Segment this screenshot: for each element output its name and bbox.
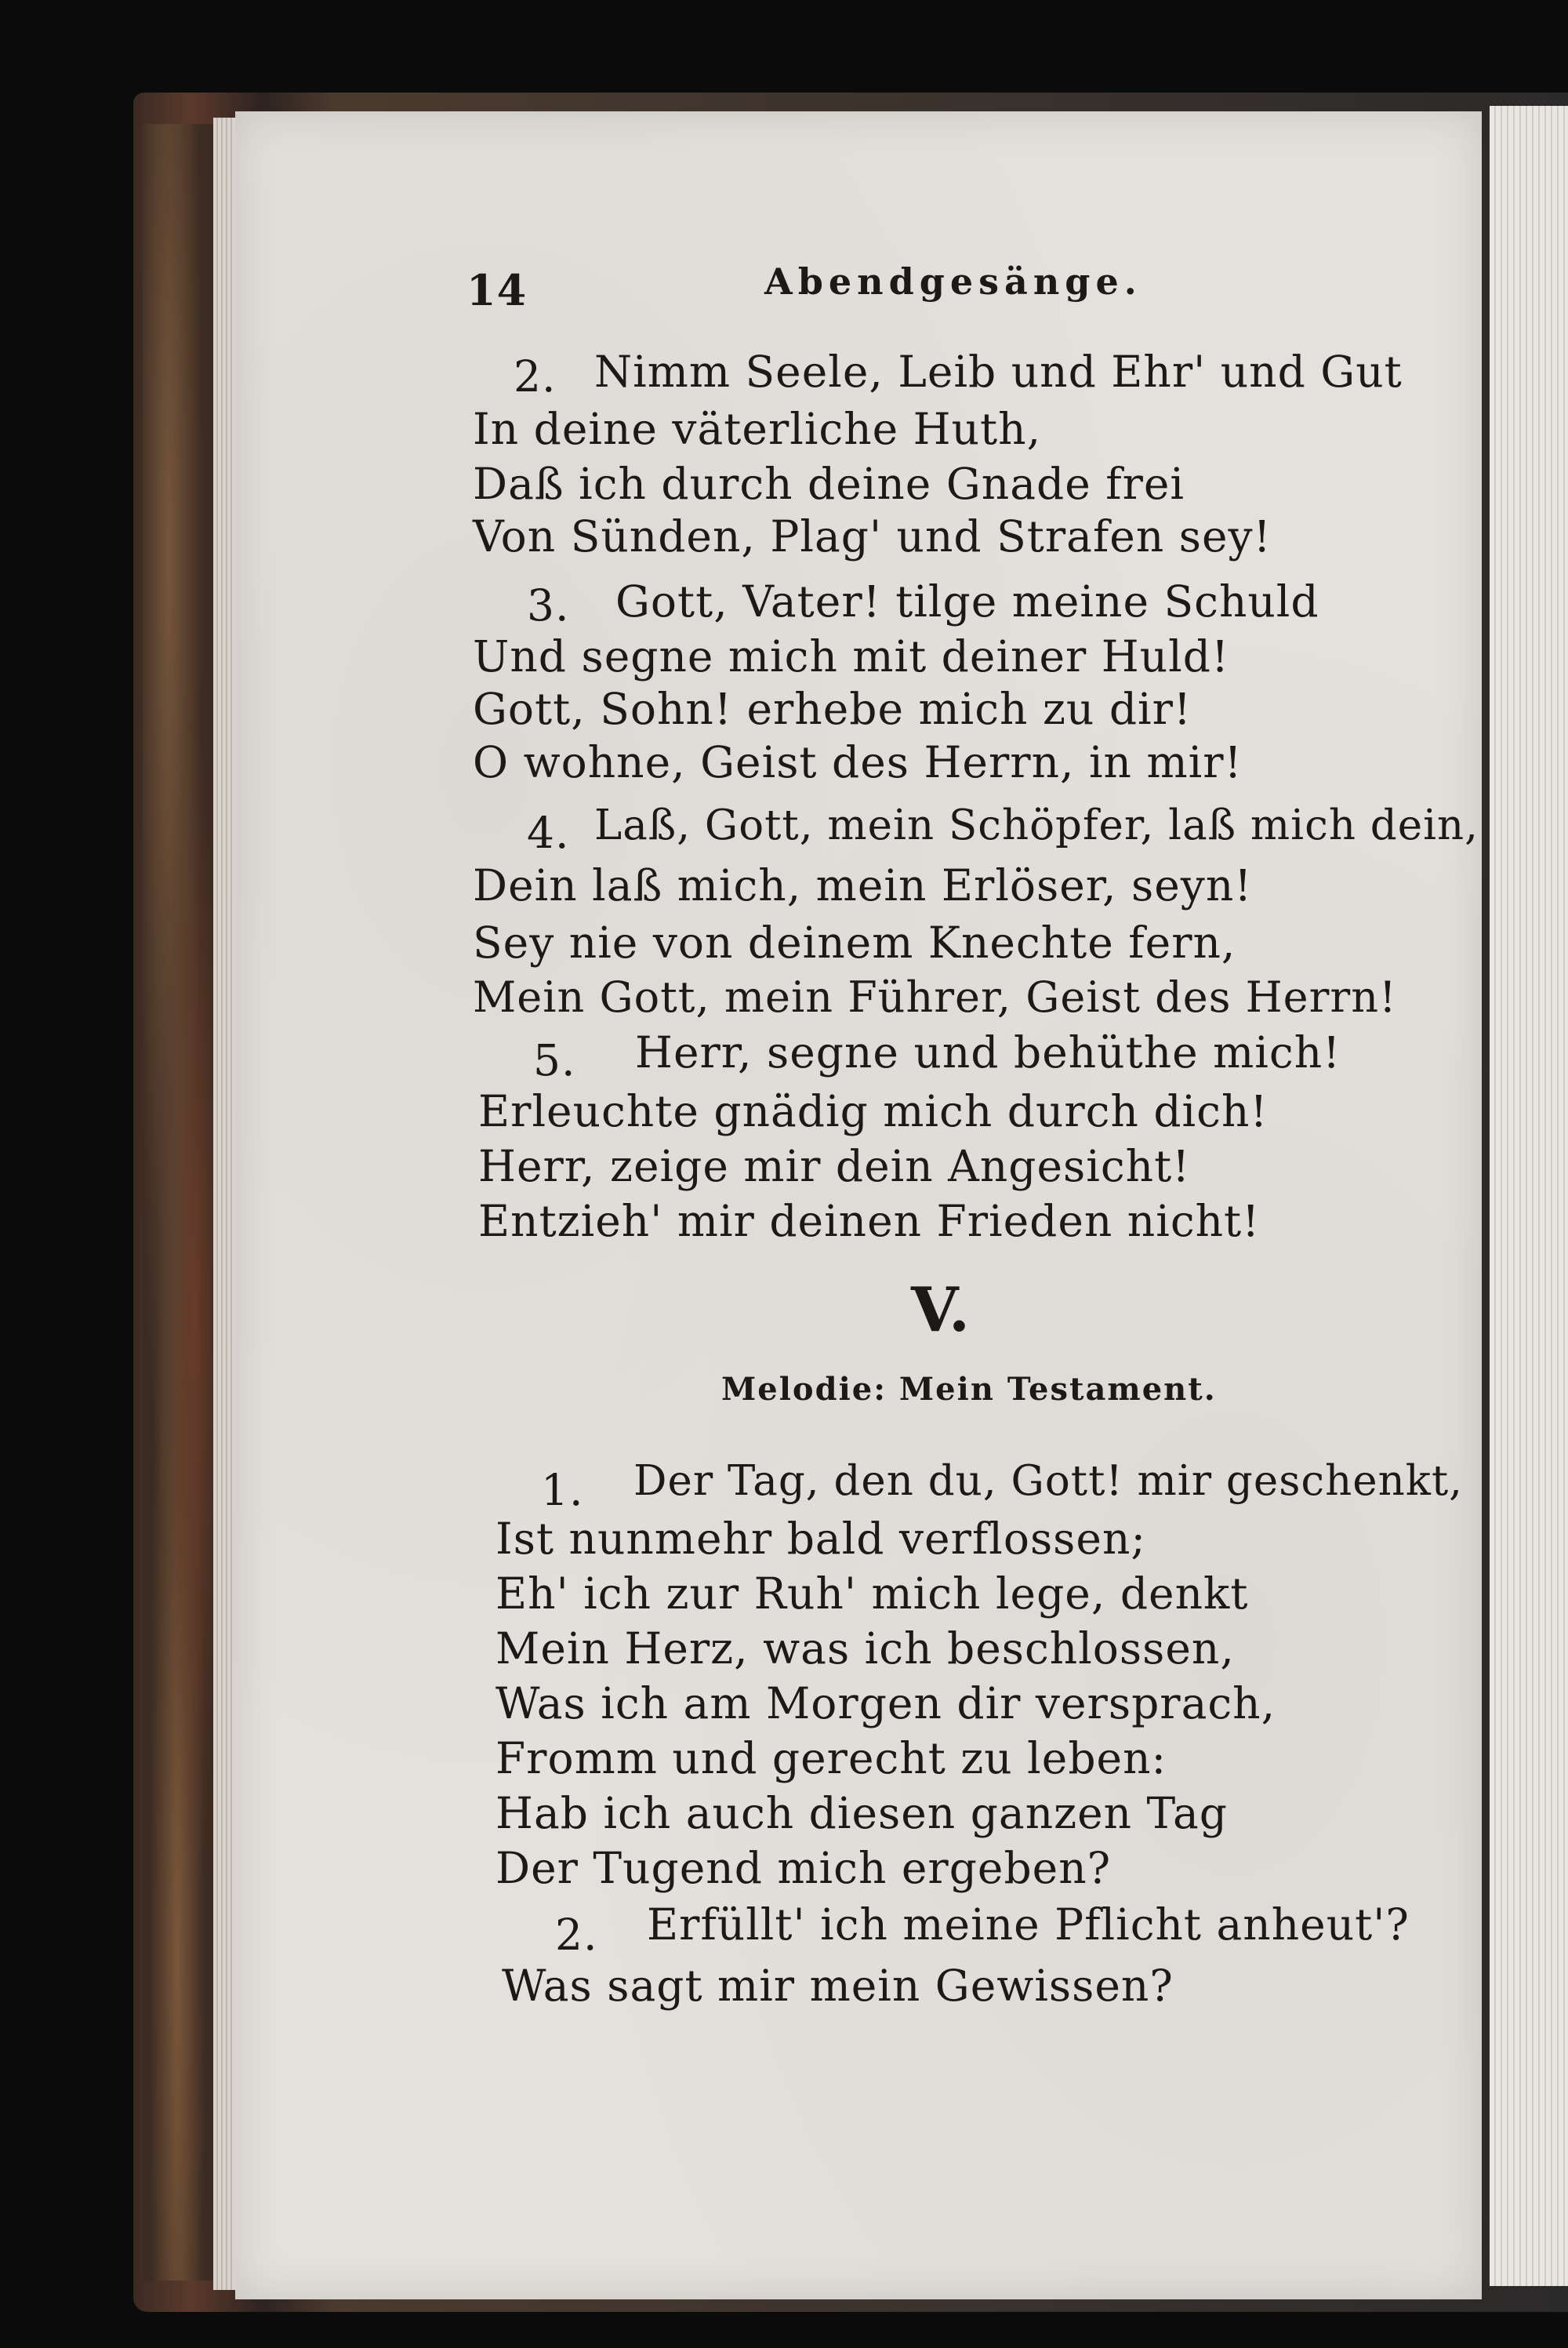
hymn-numeral: V.	[911, 1274, 971, 1346]
verse-line: Was sagt mir mein Gewissen?	[502, 1961, 1174, 2011]
verse-line: Sey nie von deinem Knechte fern,	[473, 918, 1236, 968]
verse-line: Fromm und gerecht zu leben:	[495, 1733, 1167, 1783]
verse-line: Herr, zeige mir dein Angesicht!	[478, 1141, 1191, 1191]
verse-line: Daß ich durch deine Gnade frei	[473, 459, 1185, 509]
verse-line: Und segne mich mit deiner Huld!	[473, 631, 1230, 682]
page-stack	[213, 118, 237, 2290]
verse-line: Gott, Sohn! erhebe mich zu dir!	[473, 684, 1192, 734]
verse-line: Dein laß mich, mein Erlöser, seyn!	[473, 860, 1253, 910]
verse-number: 5.	[533, 1035, 576, 1085]
verse-line: In deine väterliche Huth,	[473, 404, 1042, 454]
verse-line: O wohne, Geist des Herrn, in mir!	[473, 737, 1243, 787]
verse-line: Der Tugend mich ergeben?	[495, 1843, 1112, 1893]
verse-number: 3.	[527, 580, 570, 631]
verse-line: Eh' ich zur Ruh' mich lege, denkt	[495, 1568, 1249, 1619]
next-page-edges	[1490, 106, 1568, 2286]
running-title: Abendgesänge.	[764, 260, 1142, 303]
verse-line: Ist nunmehr bald verflossen;	[495, 1514, 1146, 1564]
verse-line: Erfüllt' ich meine Pflicht anheut'?	[647, 1899, 1410, 1950]
melody-line: Melodie: Mein Testament.	[721, 1371, 1217, 1408]
page-number: 14	[466, 265, 528, 315]
verse-line: Hab ich auch diesen ganzen Tag	[495, 1788, 1228, 1838]
verse-line: Herr, segne und behüthe mich!	[635, 1027, 1341, 1078]
verse-number: 2.	[555, 1910, 598, 1960]
verse-line: Von Sünden, Plag' und Strafen sey!	[473, 511, 1272, 562]
verse-line: Mein Herz, was ich beschlossen,	[495, 1623, 1235, 1674]
verse-number: 1.	[541, 1465, 584, 1515]
verse-line: Gott, Vater! tilge meine Schuld	[615, 576, 1319, 627]
verse-number: 4.	[527, 808, 570, 858]
verse-line: Laß, Gott, mein Schöpfer, laß mich dein,	[594, 801, 1479, 849]
verse-line: Was ich am Morgen dir versprach,	[495, 1678, 1276, 1728]
verse-number: 2.	[514, 351, 557, 402]
verse-line: Der Tag, den du, Gott! mir geschenkt,	[633, 1457, 1463, 1505]
verse-line: Mein Gott, mein Führer, Geist des Herrn!	[473, 972, 1397, 1022]
verse-line: Entzieh' mir deinen Frieden nicht!	[478, 1196, 1261, 1246]
verse-line: Erleuchte gnädig mich durch dich!	[478, 1086, 1269, 1136]
verse-line: Nimm Seele, Leib und Ehr' und Gut	[594, 347, 1403, 397]
